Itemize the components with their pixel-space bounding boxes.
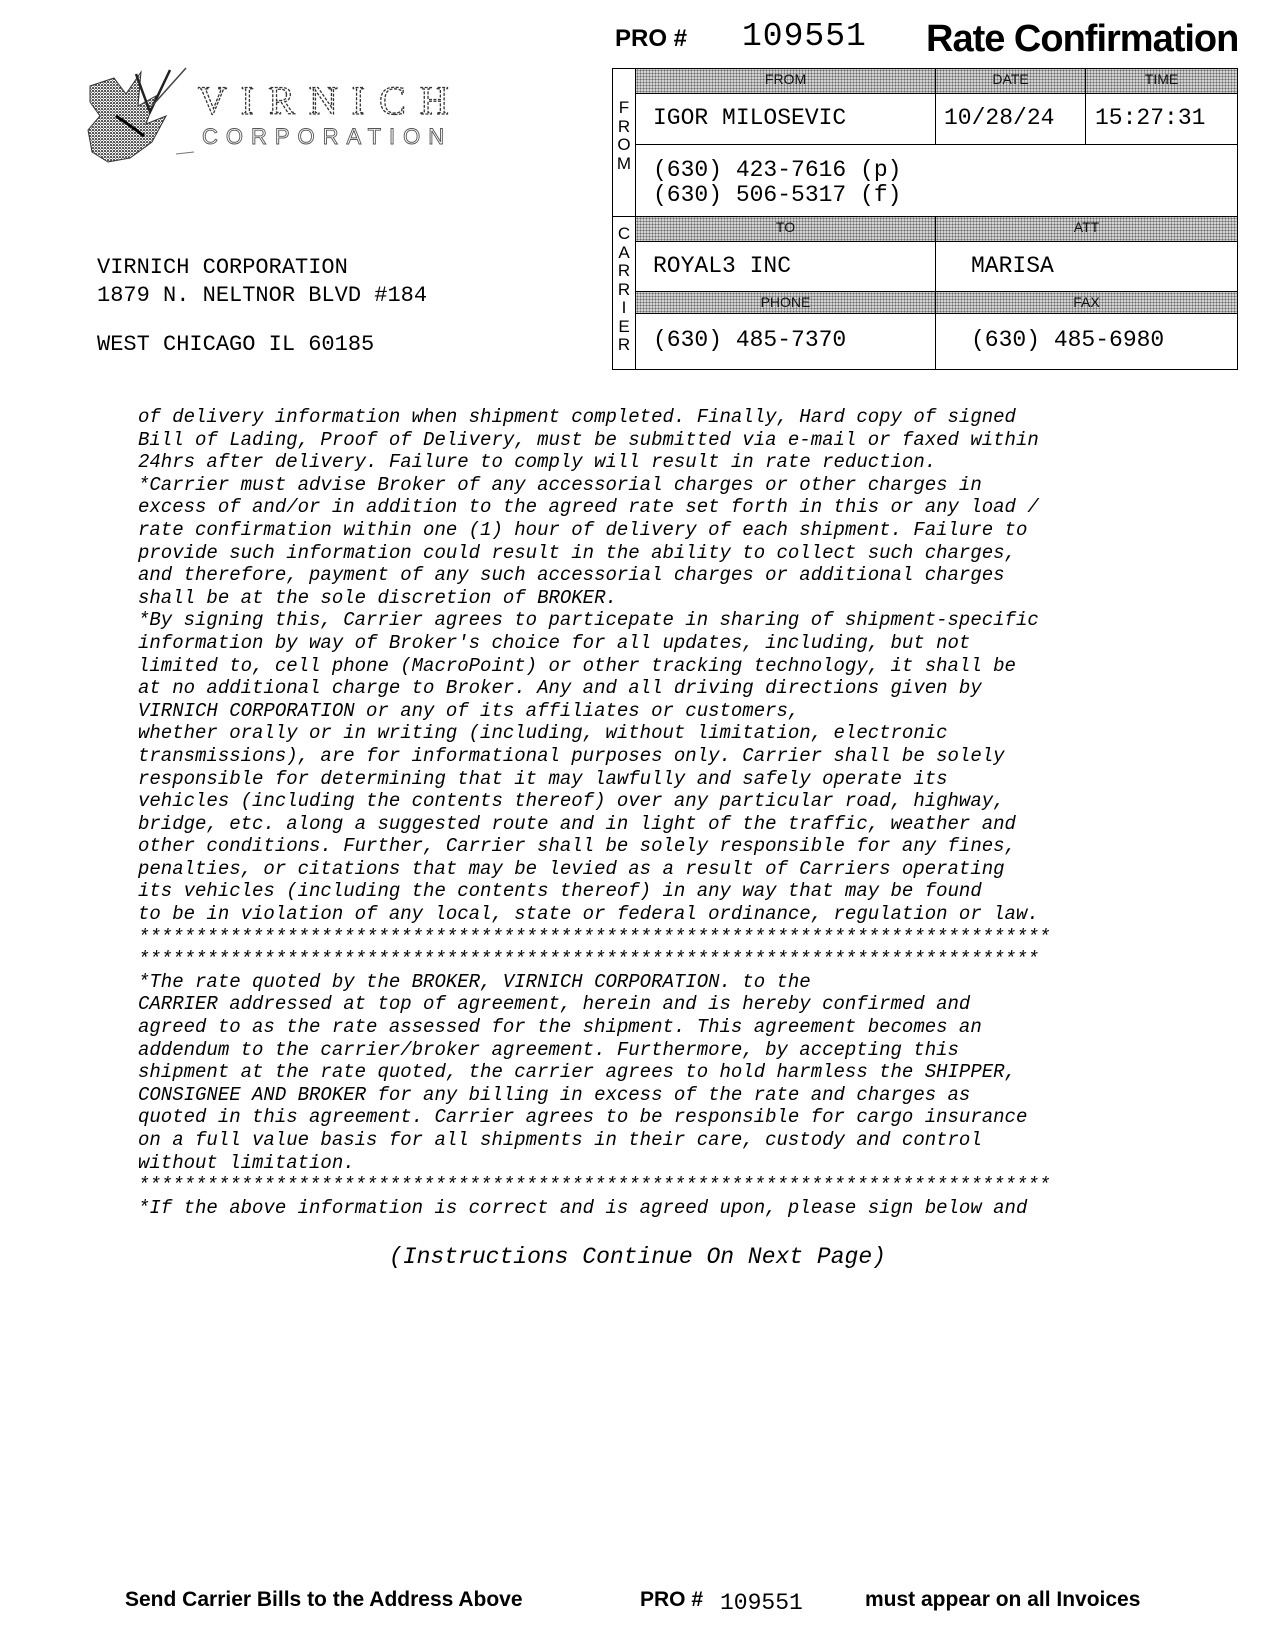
logo-wordmark: VIRNICH <box>198 78 463 123</box>
broker-street: 1879 N. NELTNOR BLVD #184 <box>97 283 428 308</box>
footer-invoice-note: must appear on all Invoices <box>865 1588 1141 1611</box>
broker-city: WEST CHICAGO IL 60185 <box>97 332 375 357</box>
broker-name: VIRNICH CORPORATION <box>97 255 348 280</box>
from-time: 15:27:31 <box>1095 105 1206 131</box>
to-header: TO <box>636 217 935 241</box>
phone-header: PHONE <box>636 292 935 313</box>
pro-label: PRO # <box>615 25 688 52</box>
from-date: 10/28/24 <box>944 105 1055 131</box>
carrier-fax: (630) 485-6980 <box>971 327 1165 353</box>
from-phone: (630) 423-7616 (p) <box>653 157 902 183</box>
logo-subtitle: CORPORATION <box>202 124 453 149</box>
carrier-name: ROYAL3 INC <box>653 253 792 279</box>
company-logo <box>86 66 466 176</box>
document-title: Rate Confirmation <box>926 18 1239 60</box>
from-header: FROM <box>636 69 935 93</box>
terms-text: of delivery information when shipment completed. Finally, Hard copy of signed Bill of Lading, Proof of Delivery, must be submitted via e-mail or faxed within 24hrs after delivery. Failure to comply will result in rate reduction. *Carrier must advise Broker of any accessorial charges or other charges in excess of and/or in addition to the agreed rate set forth in this or any load / rate confirmation within one (1) hour of delivery of each shipment. Failure to provide such information could result in the ability to collect such charges, and therefore, payment of any such accessorial charges or additional charges shall be at the sole discretion of BROKER. *By signing this, Carrier agrees to particepate in sharing of shipment-specific information by way of Broker's choice for all updates, including, but not limited to, cell phone (MacroPoint) or other tracking technology, it shall be at no additional charge to Broker. Any and all driving directions given by VIRNICH CORPORATION or any of its affiliates or customers, whether orally or in writing (including, without limitation, electronic transmissions), are for informational purposes only. Carrier shall be solely responsible for determining that it may lawfully and safely operate its vehicles (including the contents thereof) over any particular road, highway, bridge, etc. along a suggested route and in light of the traffic, weather and other conditions. Further, Carrier shall be solely responsible for any fines, penalties, or citations that may be levied as a result of Carriers operating its vehicles (including the contents thereof) in any way that may be found to be in violation of any local, state or federal ordinance, regulation or law. ******************************************************************************** ******************************************************************************* *The rate quoted by the BROKER, VIRNICH CORPORATION. to the CARRIER addressed at top of agreement, herein and is hereby confirmed and agreed to as the rate assessed for the shipment. This agreement becomes an addendum to the carrier/broker agreement. Furthermore, by accepting this shipment at the rate quoted, the carrier agrees to hold harmless the SHIPPER, CONSIGNEE AND BROKER for any billing in excess of the rate and charges as quoted in this agreement. Carrier agrees to be responsible for cargo insurance on a full value basis for all shipments in their care, custody and control without limitation. ******************************************************************************** *If the above information is correct and is agreed upon, please sign below and <box>138 406 1051 1219</box>
date-header: DATE <box>936 69 1085 93</box>
from-name: IGOR MILOSEVIC <box>653 105 847 131</box>
from-fax: (630) 506-5317 (f) <box>653 182 902 208</box>
time-header: TIME <box>1086 69 1237 93</box>
carrier-side-label: C A R R I E R <box>617 224 631 354</box>
fax-header: FAX <box>936 292 1237 313</box>
footer-send-bills: Send Carrier Bills to the Address Above <box>125 1588 523 1611</box>
continue-note: (Instructions Continue On Next Page) <box>389 1244 886 1270</box>
carrier-attention: MARISA <box>971 253 1054 279</box>
from-side-label: F R O M <box>616 98 632 173</box>
footer-pro-label: PRO # <box>640 1588 704 1611</box>
carrier-phone: (630) 485-7370 <box>653 327 847 353</box>
pro-number: 109551 <box>742 18 867 55</box>
footer-pro-number: 109551 <box>720 1590 803 1616</box>
att-header: ATT <box>936 217 1237 241</box>
load-info-table <box>612 68 1238 370</box>
virnich-logo-mark <box>86 66 466 176</box>
